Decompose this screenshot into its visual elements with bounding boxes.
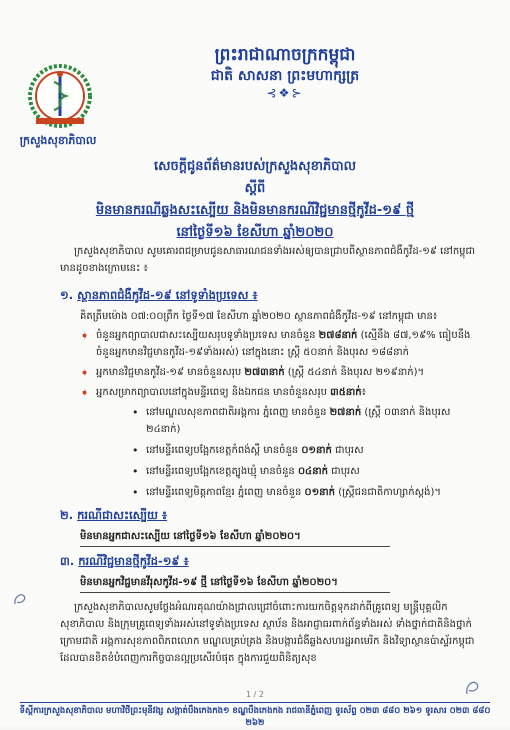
section-2-heading (60, 507, 480, 524)
dot-bullet-icon: • (132, 406, 139, 419)
section-3-text: មិនមានអ្នកវិជ្ជមានវីរុសកូវីដ-១៩ ថ្មី នៅថ្ងៃទី១៦ ខែសីហា ឆ្នាំ២០២០។ (80, 574, 390, 593)
national-motto: ជាតិ សាសនា ព្រះមហាក្សត្រ (210, 68, 360, 84)
section-title: ករណីជាសះស្បើយ ៖ (77, 508, 168, 522)
title-line-4: នៅថ្ងៃទី១៦ ខែសីហា ឆ្នាំ២០២០ (176, 225, 334, 240)
section-number: ៣. (60, 554, 75, 568)
footer-divider (20, 702, 490, 703)
section-number: ២. (60, 508, 74, 522)
list-item: ➧ ចំនួនអ្នកព្យាបាលជាសះស្បើយសរុបទូទាំងប្រទេស មានចំនួន ២៧៨នាក់ (ស្មើនឹង ៨៧,១៩% ធៀបនឹងចំនួនអ្នកមានវិជ្ជមានកូវីដ-១៩ទាំងអស់) នៅក្នុងនោះ ស្ត្រី ៥០នាក់ និងបុរស ១៨៨នាក់ (80, 329, 471, 358)
pen-annotation-icon (12, 590, 28, 608)
section-number: ១. (60, 288, 74, 302)
list-item: ➧ អ្នកមានវិជ្ជមានកូវីដ-១៩ មានចំនួនសរុប ២៧៣នាក់ (ស្ត្រី ៥៤នាក់ និងបុរស ២១៩នាក់)។ (80, 366, 425, 379)
title-line-1: សេចក្តីជូនព័ត៌មានរបស់ក្រសួងសុខាភិបាល (154, 159, 356, 174)
title-line-3: មិនមានករណីឆ្លងសះស្បើយ និងមិនមានករណីវិជ្ជមានថ្មីកូវីដ-១៩ ថ្មី (95, 203, 415, 218)
title-line-2: ស្តីពី (244, 181, 266, 196)
pen-annotation-icon (463, 676, 481, 698)
dot-bullet-icon: • (132, 486, 139, 499)
dot-bullet-icon: • (132, 444, 139, 457)
closing-paragraph: ក្រសួងសុខាភិបាលសូមថ្លែងអំណរគុណយ៉ាងជ្រាលជ្រៅចំពោះការយកចិត្តទុកដាក់ពីគ្រូពេទ្យ មន្ត្រីបុគ្គលិកសុខាភិបាល និងក្រុមគ្រូពេទ្យទាំងអស់នៅទូទាំងប្រទេស ស្ថាប័ន និងអាជ្ញាធរពាក់ព័ន្ធទាំងអស់ ទាំងថ្នាក់ជាតិនិងថ្នាក់ក្រោមជាតិ អង្គការសុខភាពពិភពលោក មណ្ឌលគ្រប់គ្រង និងបង្ការជំងឺឆ្លងសហរដ្ឋអាមេរិក និងវិទ្យាស្ថានប៉ាស្ទ័រកម្ពុជា ដែលបានខិតខំបំពេញការកិច្ចបានល្អប្រសើរបំផុត ក្នុងការជួយពិនិត្យសុខ (60, 602, 475, 664)
list-item: ➧ អ្នកសម្រាកព្យាបាលនៅក្នុងមន្ទីរពេទ្យ និងឯកជន មានចំនួនសរុប ៣៥នាក់៖ (80, 386, 367, 399)
document-header (160, 44, 410, 100)
sub-list-item: • នៅមន្ទីរពេទ្យបង្អែកខេត្តកំពង់ស្ពឺ មានចំនួន ០១នាក់ ជាបុរស (132, 444, 364, 457)
section-1-lead: គិតត្រឹមម៉ោង ០៧:០០ព្រឹក ថ្ងៃទី១៧ ខែសីហា ឆ្នាំ២០២០ ស្ថានភាពជំងឺកូវីដ-១៩ នៅកម្ពុជា មាន៖ (80, 311, 438, 322)
kingdom-title: ព្រះរាជាណាចក្រកម្ពុជា (214, 45, 356, 65)
ministry-name: ក្រសួងសុខាភិបាល (19, 134, 97, 147)
section-2-text: មិនមានអ្នកជាសះស្បើយ នៅថ្ងៃទី១៦ ខែសីហា ឆ្នាំ២០២០។ (80, 528, 390, 547)
dot-bullet-icon: • (132, 465, 139, 478)
ministry-logo-icon (24, 60, 96, 132)
sub-list-item: • នៅមន្ទីរពេទ្យបង្អែកខេត្តត្បូងឃ្មុំ មានចំនួន ០៤នាក់ ជាបុរស (132, 465, 360, 478)
ornament: ⊰❖⊱ (266, 86, 304, 100)
page-number: 1 / 2 (246, 690, 264, 699)
arrow-bullet-icon: ➧ (80, 386, 90, 399)
intro-paragraph: ក្រសួងសុខាភិបាល សូមគោរពជម្រាបជូនសាធារណជនទាំងអស់ឲ្យបានជ្រាបពីស្ថានភាពជំងឺកូវីដ-១៩ នៅកម្ពុជា មានដូចខាងក្រោមនេះ ៖ (60, 246, 476, 274)
section-title: ស្ថានភាពជំងឺកូវីដ-១៩ នៅទូទាំងប្រទេស ៖ (77, 288, 258, 302)
section-title: ករណីវិជ្ជមានថ្មីកូវីដ-១៩ ៖ (78, 554, 189, 568)
document-body (60, 243, 480, 667)
section-3-heading (60, 553, 480, 570)
arrow-bullet-icon: ➧ (80, 329, 90, 342)
arrow-bullet-icon: ➧ (80, 366, 90, 379)
sub-list-item: • នៅមណ្ឌលសុខភាពជាតិអង្គការ ភ្នំពេញ មានចំនួន ២៧នាក់ (ស្ត្រី ០៣នាក់ និងបុរស ២៤នាក់) (132, 406, 451, 435)
press-release-titles (60, 156, 450, 244)
section-1-heading (60, 287, 480, 304)
footer-address: ទីស្តីការក្រសួងសុខាភិបាល មហាវិថីព្រះមុនីវង្ស សង្កាត់បឹងកេងកង១ ខណ្ឌបឹងកេងកង រាជធានីភ្នំពេញ ទូរស័ព្ទ ០២៣ ៨៨០ ២៦១ ទូរសារ ០២៣ ៨៨០ ២៦២ (19, 706, 491, 728)
sub-list-item: • នៅមន្ទីរពេទ្យមិត្តភាពខ្មែរ ភ្នំពេញ មានចំនួន ០១នាក់ (ស្ត្រីជនជាតិកាហ្សាក់ស្តង់)។ (132, 486, 441, 499)
